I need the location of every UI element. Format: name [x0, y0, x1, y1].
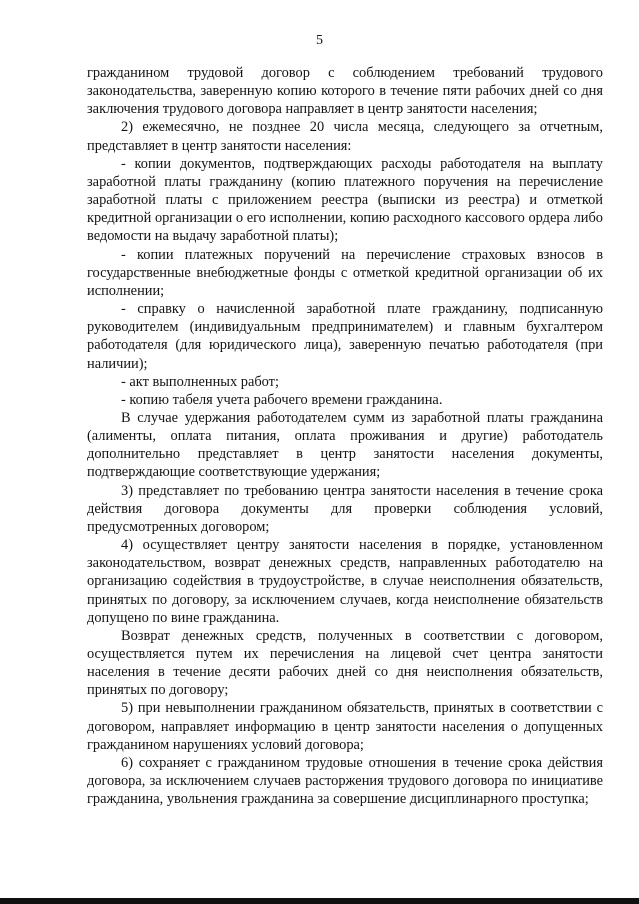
paragraph-bullet-work-act: - акт выполненных работ; — [121, 373, 279, 390]
paragraph-item-2: 2) ежемесячно, не позднее 20 числа месяца, следующего за отчетным, представляет в центр занятости населения: — [87, 119, 603, 154]
scan-bottom-edge — [0, 898, 639, 904]
paragraph-deductions: В случае удержания работодателем сумм из заработной платы гражданина (алименты, оплата питания, оплата проживания и другие) работодатель дополнительно представляет в центр занятости населения документы, подтверждающие соответствующие удержания; — [87, 409, 603, 481]
paragraph-item-6: 6) сохраняет с гражданином трудовые отношения в течение срока действия договора, за исключением случаев расторжения трудового договора по инициативе гражданина, увольнения гражданина за совершение дисциплинарного проступка; — [87, 754, 603, 808]
document-body — [87, 64, 603, 808]
page-number: 5 — [316, 33, 323, 48]
paragraph-bullet-salary-certificate: - справку о начисленной заработной плате гражданину, подписанную руководителем (индивидуальным предпринимателем) и главным бухгалтером работодателя (для юридического лица), заверенную печатью работодателя (при наличии); — [87, 301, 603, 372]
paragraph-item-5: 5) при невыполнении гражданином обязательств, принятых в соответствии с договором, направляет информацию в центр занятости населения о допущенных гражданином нарушениях условий договора; — [87, 700, 603, 753]
paragraph-bullet-timesheet: - копию табеля учета рабочего времени гражданина. — [121, 391, 443, 408]
paragraph-item-3: 3) представляет по требованию центра занятости населения в течение срока действия договора документы для проверки соблюдения условий, предусмотренных договором; — [87, 482, 603, 535]
paragraph-continuation: гражданином трудовой договор с соблюдением требований трудового законодательства, заверенную копию которого в течение пяти рабочих дней со дня заключения трудового договора направляет в центр занятости населения; — [87, 65, 603, 118]
paragraph-item-4: 4) осуществляет центру занятости населения в порядке, установленном законодательством, возврат денежных средств, направленных работодателю на организацию содействия в трудоустройстве, в случае неисполнения обязательств, принятых по договору, за исключением случаев, когда неисполнение обязательств допущено по вине гражданина. — [87, 537, 603, 626]
paragraph-refund: Возврат денежных средств, полученных в соответствии с договором, осуществляется путем их перечисления на лицевой счет центра занятости населения в течение десяти рабочих дней со дня неисполнения обязательств, принятых по договору; — [87, 627, 603, 699]
paragraph-bullet-insurance-payments: - копии платежных поручений на перечисление страховых взносов в государственные внебюджетные фонды с отметкой кредитной организации об их исполнении; — [87, 246, 603, 299]
paragraph-bullet-salary-docs: - копии документов, подтверждающих расходы работодателя на выплату заработной платы гражданину (копию платежного поручения на перечисление заработной платы с приложением реестра (выписки из реестра) и отметкой кредитной организации о его исполнении, копию расходного кассового ордера либо ведомости на выдачу заработной платы); — [87, 155, 603, 245]
